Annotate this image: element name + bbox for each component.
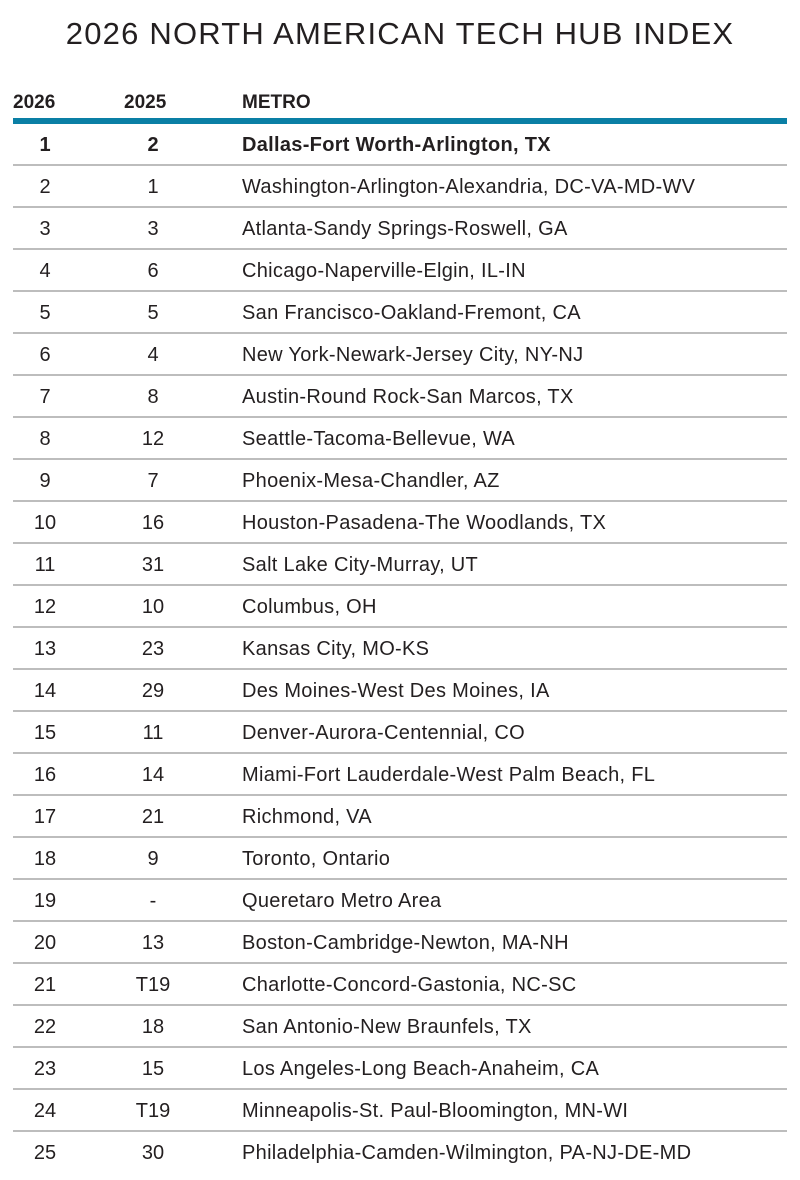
table-row	[13, 376, 787, 418]
metro-cell: Des Moines-West Des Moines, IA	[242, 680, 550, 702]
page-title: 2026 NORTH AMERICAN TECH HUB INDEX	[65, 16, 735, 51]
metro-cell: Miami-Fort Lauderdale-West Palm Beach, FL	[242, 764, 656, 786]
metro-cell: Atlanta-Sandy Springs-Roswell, GA	[242, 218, 568, 240]
table-row	[13, 964, 787, 1006]
table-row	[13, 796, 787, 838]
metro-cell: Toronto, Ontario	[242, 848, 391, 870]
rank-2026-cell: 10	[33, 512, 57, 534]
rank-2026-cell: 12	[33, 596, 57, 618]
metro-cell: Chicago-Naperville-Elgin, IL-IN	[242, 260, 526, 282]
table-row	[13, 586, 787, 628]
rank-2026-cell: 7	[39, 386, 51, 408]
metro-cell: Washington-Arlington-Alexandria, DC-VA-MD-WV	[242, 176, 696, 198]
rank-2025-cell: 3	[147, 218, 159, 240]
table-row	[13, 754, 787, 796]
metro-cell: Los Angeles-Long Beach-Anaheim, CA	[242, 1058, 600, 1080]
metro-cell: Denver-Aurora-Centennial, CO	[242, 722, 525, 744]
table-row	[13, 292, 787, 334]
rank-2025-cell: 21	[141, 806, 165, 828]
rank-2025-cell: 4	[147, 344, 159, 366]
table-row	[13, 418, 787, 460]
rank-2025-cell: 7	[147, 470, 159, 492]
table-row	[13, 1006, 787, 1048]
rank-2025-cell: 12	[141, 428, 165, 450]
table-row	[13, 250, 787, 292]
rank-2025-cell: -	[149, 890, 157, 912]
rank-2026-cell: 1	[39, 134, 51, 156]
rank-2025-cell: 6	[147, 260, 159, 282]
table-row	[13, 502, 787, 544]
rank-2025-cell: T19	[135, 1100, 171, 1122]
rank-2026-cell: 11	[34, 554, 56, 576]
table-row	[13, 628, 787, 670]
rank-2025-cell: 18	[141, 1016, 165, 1038]
metro-cell: Houston-Pasadena-The Woodlands, TX	[242, 512, 607, 534]
rank-2025-cell: 16	[141, 512, 165, 534]
rank-2026-cell: 4	[39, 260, 51, 282]
metro-cell: Queretaro Metro Area	[242, 890, 442, 912]
metro-cell: Salt Lake City-Murray, UT	[242, 554, 479, 576]
table-header	[13, 90, 787, 118]
table-row	[13, 670, 787, 712]
table-row	[13, 460, 787, 502]
rank-2025-cell: 13	[141, 932, 165, 954]
metro-cell: Boston-Cambridge-Newton, MA-NH	[242, 932, 569, 954]
rank-2025-cell: 30	[141, 1142, 165, 1164]
metro-cell: Columbus, OH	[242, 596, 377, 618]
rank-2025-cell: 23	[141, 638, 165, 660]
table-row	[13, 922, 787, 964]
rank-2025-cell: 29	[141, 680, 165, 702]
table-row	[13, 838, 787, 880]
rank-2026-cell: 21	[33, 974, 57, 996]
rank-2025-cell: 11	[142, 722, 164, 744]
rank-2025-cell: T19	[135, 974, 171, 996]
rank-2026-cell: 9	[39, 470, 51, 492]
rank-2025-cell: 1	[147, 176, 159, 198]
rank-2026-cell: 2	[39, 176, 51, 198]
metro-cell: Charlotte-Concord-Gastonia, NC-SC	[242, 974, 577, 996]
rank-2026-cell: 24	[33, 1100, 57, 1122]
rank-2026-cell: 25	[33, 1142, 57, 1164]
rank-2026-cell: 22	[33, 1016, 57, 1038]
rank-2026-cell: 16	[33, 764, 57, 786]
table-row	[13, 880, 787, 922]
rank-2025-cell: 15	[141, 1058, 165, 1080]
table-row	[13, 124, 787, 166]
table-row	[13, 1090, 787, 1132]
table-body	[13, 124, 787, 1172]
rank-2026-cell: 6	[39, 344, 51, 366]
column-header-2025: 2025	[124, 92, 167, 113]
column-header-2026: 2026	[13, 92, 56, 113]
metro-cell: Richmond, VA	[242, 806, 372, 828]
rank-2026-cell: 20	[33, 932, 57, 954]
rank-2026-cell: 3	[39, 218, 51, 240]
rank-2026-cell: 5	[39, 302, 51, 324]
rank-2026-cell: 17	[33, 806, 57, 828]
rank-2025-cell: 5	[147, 302, 159, 324]
metro-cell: Austin-Round Rock-San Marcos, TX	[242, 386, 574, 408]
rank-2026-cell: 8	[39, 428, 51, 450]
table-row	[13, 1048, 787, 1090]
rank-2025-cell: 31	[141, 554, 165, 576]
rank-2026-cell: 14	[33, 680, 57, 702]
rank-2025-cell: 14	[141, 764, 165, 786]
metro-cell: San Antonio-New Braunfels, TX	[242, 1016, 532, 1038]
rank-2025-cell: 9	[147, 848, 159, 870]
rank-2026-cell: 18	[33, 848, 57, 870]
metro-cell: Phoenix-Mesa-Chandler, AZ	[242, 470, 500, 492]
metro-cell: Dallas-Fort Worth-Arlington, TX	[242, 134, 551, 156]
rank-2025-cell: 10	[141, 596, 165, 618]
metro-cell: Seattle-Tacoma-Bellevue, WA	[242, 428, 516, 450]
rank-2025-cell: 2	[147, 134, 159, 156]
metro-cell: New York-Newark-Jersey City, NY-NJ	[242, 344, 584, 366]
table-row	[13, 712, 787, 754]
metro-cell: Kansas City, MO-KS	[242, 638, 430, 660]
rank-2026-cell: 15	[33, 722, 57, 744]
rank-2026-cell: 13	[33, 638, 57, 660]
metro-cell: Minneapolis-St. Paul-Bloomington, MN-WI	[242, 1100, 629, 1122]
metro-cell: San Francisco-Oakland-Fremont, CA	[242, 302, 581, 324]
rank-2025-cell: 8	[147, 386, 159, 408]
table-row	[13, 166, 787, 208]
table-row	[13, 208, 787, 250]
rank-2026-cell: 23	[33, 1058, 57, 1080]
table-row	[13, 334, 787, 376]
table-row	[13, 1132, 787, 1172]
table-row	[13, 544, 787, 586]
column-header-metro: METRO	[242, 92, 311, 113]
metro-cell: Philadelphia-Camden-Wilmington, PA-NJ-DE-MD	[242, 1142, 692, 1164]
rank-2026-cell: 19	[33, 890, 57, 912]
